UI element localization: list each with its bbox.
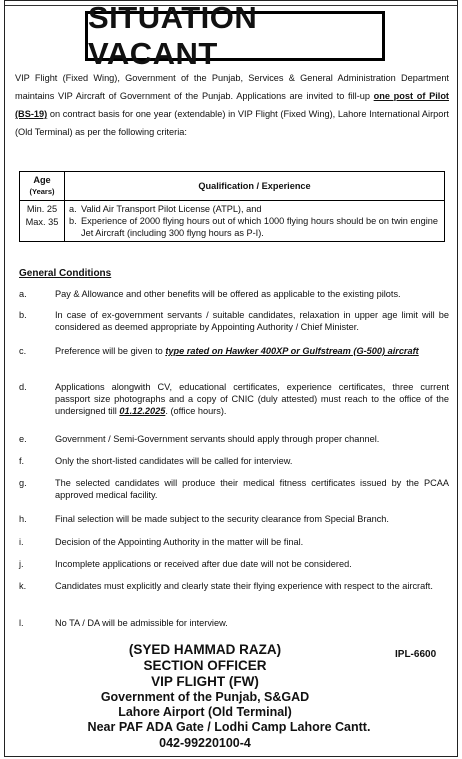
age-min: Min. 25 (26, 204, 58, 214)
page-title: SITUATION VACANT (88, 0, 258, 71)
signatory-designation: SECTION OFFICER (143, 658, 267, 673)
condition-f: f. Only the short-listed candidates will be called for interview. (19, 456, 293, 466)
condition-a: a. Pay & Allowance and other benefits will be offered as applicable to the existing pilots. (19, 289, 401, 299)
advertisement-page (4, 0, 458, 757)
signatory-address: Near PAF ADA Gate / Lodhi Camp Lahore Cantt. (87, 720, 371, 734)
qualification-item: b. Experience of 2000 flying hours out of which 1000 flying hours should be on twin engine Jet Aircraft (including 300 flyng hours as P-I). (69, 216, 439, 238)
condition-i: i. Decision of the Appointing Authority in the matter will be final. (19, 537, 304, 547)
criteria-header-row (20, 172, 445, 201)
condition-d: d. Applications alongwith CV, educational certificates, experience certificates, three current passport size photographs and a copy of CNIC (duly attested) must reach to the office of the undersigned till 01.12.2025. (office hours). (19, 382, 449, 416)
condition-c: c. Preference will be given to type rated on Hawker 400XP or Gulfstream (G-500) aircraft (19, 346, 419, 356)
condition-k: k. Candidates must explicitly and clearly state their flying experience with respect to the aircraft. (19, 581, 433, 591)
intro-text-2: on contract basis for one year (extendable) in VIP Flight (Fixed Wing), Lahore International Airport (Old Terminal) as per the following criteria: (15, 109, 449, 137)
preferred-aircraft: type rated on Hawker 400XP or Gulfstream (G-500) aircraft (165, 346, 419, 356)
signatory-department: Government of the Punjab, S&GAD (100, 690, 310, 704)
general-conditions-title: General Conditions (19, 268, 112, 279)
age-header: Age (Years) (20, 172, 65, 201)
condition-b: b. In case of ex-government servants / suitable candidates, relaxation in upper age limit will be considered as deemed appropriate by Appointing Authority / Chief Minister. (19, 310, 449, 332)
post-highlight: one post of Pilot (BS-19) (15, 91, 449, 119)
qualification-item: a. Valid Air Transport Pilot License (ATPL), and (69, 204, 262, 214)
criteria-table (19, 171, 445, 242)
criteria-row (20, 201, 445, 242)
intro-paragraph (15, 69, 449, 141)
signatory-name: (SYED HAMMAD RAZA) (128, 642, 282, 657)
due-date: 01.12.2025 (119, 406, 166, 416)
age-max: Max. 35 (25, 217, 59, 227)
condition-e: e. Government / Semi-Government servants should apply through proper channel. (19, 434, 380, 444)
age-subheader: (Years) (29, 187, 55, 196)
condition-g: g. The selected candidates will produce their medical fitness certificates issued by the PCAA approved medical facility. (19, 478, 449, 500)
condition-l: l. No TA / DA will be admissible for interview. (19, 618, 228, 628)
signatory-unit: VIP FLIGHT (FW) (151, 674, 259, 689)
condition-h: h. Final selection will be made subject to the security clearance from Special Branch. (19, 514, 389, 524)
qualification-header: Qualification / Experience (65, 172, 445, 201)
signatory-phone: 042-99220100-4 (159, 736, 251, 750)
signatory-location: Lahore Airport (Old Terminal) (118, 705, 292, 719)
qualification-list (65, 201, 445, 242)
age-values (20, 201, 65, 242)
condition-j: j. Incomplete applications or received after due date will not be considered. (19, 559, 352, 569)
ipl-number: IPL-6600 (395, 649, 437, 660)
title-box (85, 0, 385, 71)
intro-text-1: VIP Flight (Fixed Wing), Government of the Punjab, Services & General Administration Department maintains VIP Aircraft of Government of the Punjab. Applications are invited to fill-up (15, 73, 449, 101)
